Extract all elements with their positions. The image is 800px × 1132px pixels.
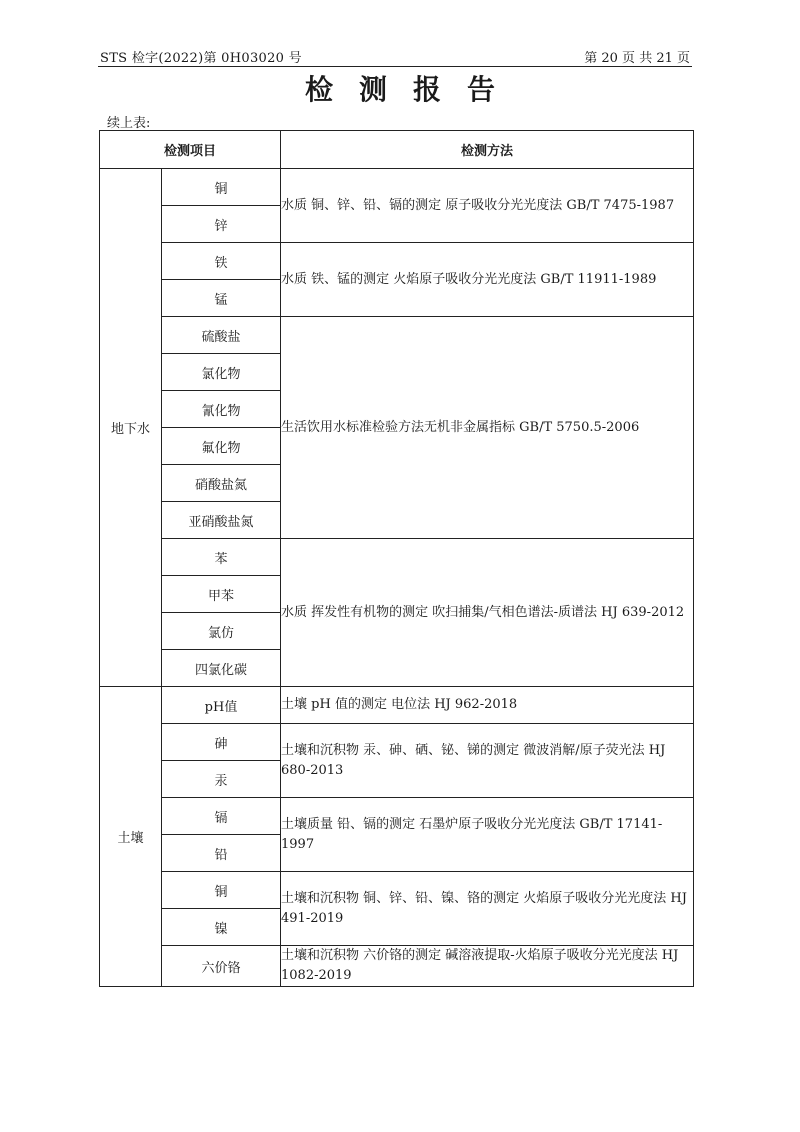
item-cell: 汞 — [162, 761, 281, 798]
item-cell: 氰化物 — [162, 391, 281, 428]
method-cell: 水质 铁、锰的测定 火焰原子吸收分光光度法 GB/T 11911-1989 — [281, 243, 694, 317]
category-cell: 地下水 — [100, 169, 162, 687]
method-cell: 土壤质量 铅、镉的测定 石墨炉原子吸收分光光度法 GB/T 17141-1997 — [281, 798, 694, 872]
item-cell: 铜 — [162, 872, 281, 909]
item-cell: 氯化物 — [162, 354, 281, 391]
continued-label: 续上表: — [107, 116, 151, 131]
page-header — [100, 47, 690, 67]
item-cell: 苯 — [162, 539, 281, 576]
table-row — [100, 687, 694, 724]
method-cell: 土壤和沉积物 汞、砷、硒、铋、锑的测定 微波消解/原子荧光法 HJ 680-2013 — [281, 724, 694, 798]
item-cell: 镉 — [162, 798, 281, 835]
method-cell: 土壤和沉积物 铜、锌、铅、镍、铬的测定 火焰原子吸收分光光度法 HJ 491-2019 — [281, 872, 694, 946]
table-row — [100, 539, 694, 576]
header-test-item: 检测项目 — [100, 131, 281, 169]
item-cell: 四氯化碳 — [162, 650, 281, 687]
header-divider — [98, 66, 692, 67]
header-test-method: 检测方法 — [281, 131, 694, 169]
method-cell: 土壤和沉积物 六价铬的测定 碱溶液提取-火焰原子吸收分光光度法 HJ 1082-2019 — [281, 946, 694, 987]
item-cell: 硝酸盐氮 — [162, 465, 281, 502]
item-cell: 锌 — [162, 206, 281, 243]
item-cell: 氟化物 — [162, 428, 281, 465]
item-cell: 氯仿 — [162, 613, 281, 650]
table-header-row — [100, 131, 694, 169]
item-cell: 铁 — [162, 243, 281, 280]
item-cell: 铅 — [162, 835, 281, 872]
method-cell: 水质 挥发性有机物的测定 吹扫捕集/气相色谱法-质谱法 HJ 639-2012 — [281, 539, 694, 687]
item-cell: 砷 — [162, 724, 281, 761]
item-cell: 亚硝酸盐氮 — [162, 502, 281, 539]
table-row — [100, 317, 694, 354]
table-row — [100, 872, 694, 909]
method-cell: 生活饮用水标准检验方法无机非金属指标 GB/T 5750.5-2006 — [281, 317, 694, 539]
item-cell: 甲苯 — [162, 576, 281, 613]
category-cell: 土壤 — [100, 687, 162, 987]
item-cell: pH值 — [162, 687, 281, 724]
item-cell: 硫酸盐 — [162, 317, 281, 354]
table-row — [100, 946, 694, 987]
item-cell: 铜 — [162, 169, 281, 206]
item-cell: 镍 — [162, 909, 281, 946]
test-methods-table — [99, 130, 694, 987]
item-cell: 锰 — [162, 280, 281, 317]
method-cell: 土壤 pH 值的测定 电位法 HJ 962-2018 — [281, 687, 694, 724]
page-number: 第 20 页 共 21 页 — [584, 51, 690, 66]
report-number: STS 检字(2022)第 0H03020 号 — [100, 51, 302, 66]
table-row — [100, 243, 694, 280]
table-row — [100, 798, 694, 835]
report-title: 检测报告 — [304, 73, 521, 106]
item-cell: 六价铬 — [162, 946, 281, 987]
table-row — [100, 169, 694, 206]
table-row — [100, 724, 694, 761]
method-cell: 水质 铜、锌、铅、镉的测定 原子吸收分光光度法 GB/T 7475-1987 — [281, 169, 694, 243]
